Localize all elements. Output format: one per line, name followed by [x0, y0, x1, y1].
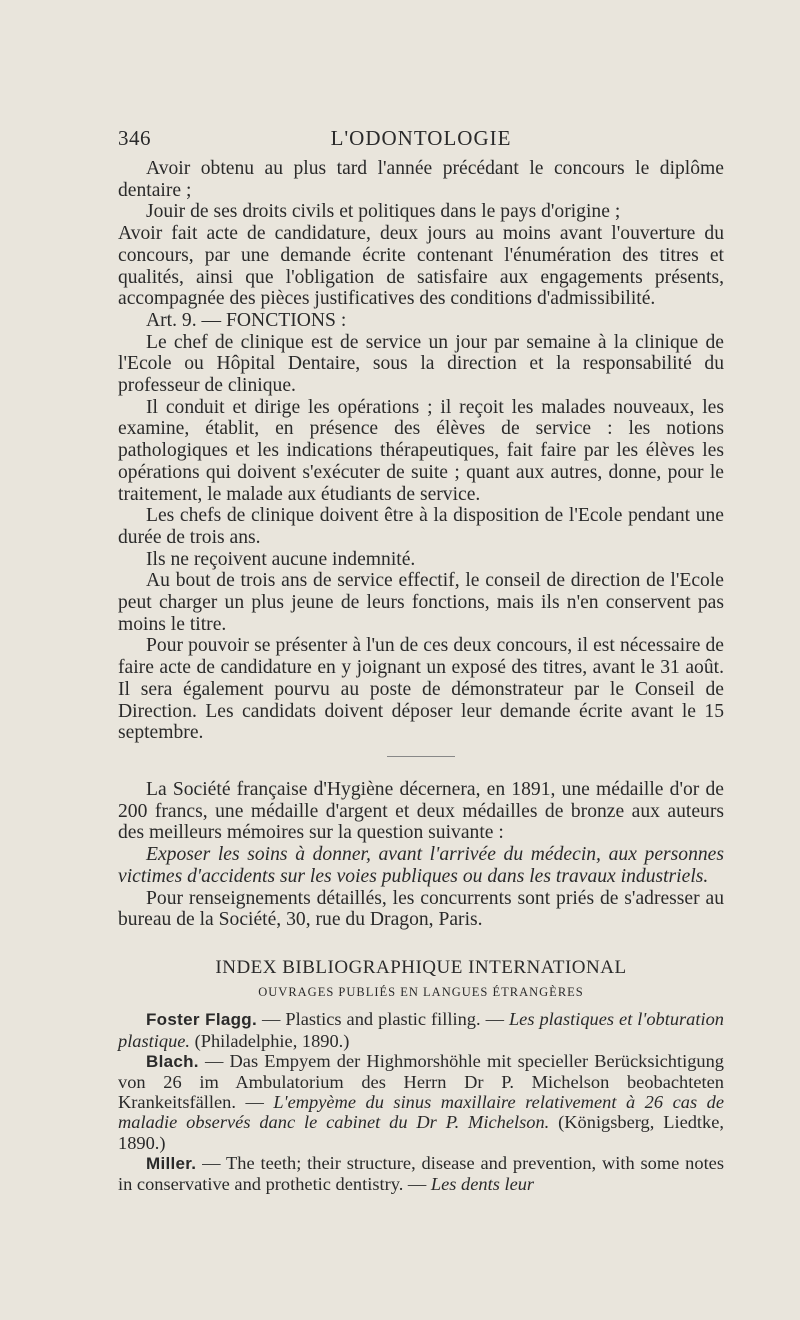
paragraph: Avoir obtenu au plus tard l'année précédant le concours le diplôme dentaire ; — [118, 158, 724, 201]
paragraph: Pour pouvoir se présenter à l'un de ces deux concours, il est nécessaire de faire acte de candidature en y joignant un exposé des titres, avant le 31 août. Il sera également pourvu au poste de démonstrateur par le Conseil de Direction. Les candidats doivent déposer leur demande écrite avant le 15 septembre. — [118, 635, 724, 744]
bibliography-entry — [118, 1153, 724, 1194]
paragraph: Au bout de trois ans de service effectif, le conseil de direction de l'Ecole peut charger un plus jeune de leurs fonctions, mais ils n'en conservent pas moins le titre. — [118, 570, 724, 635]
entry-translation: L'empyème du sinus maxillaire relativement à 26 cas de maladie observés danc le cabinet du Dr P. Michelson. — [118, 1092, 724, 1133]
running-title: L'ODONTOLOGIE — [330, 126, 512, 150]
page-header — [118, 122, 724, 152]
entry-title: — Plastics and plastic filling. — — [257, 1009, 509, 1030]
bibliography-entry — [118, 1051, 724, 1153]
page-number: 346 — [118, 126, 151, 150]
entry-translation: Les plastiques et l'obturation plastique. — [118, 1009, 724, 1051]
prize-closing: Pour renseignements détaillés, les concurrents sont priés de s'adresser au bureau de la Société, 30, rue du Dragon, Paris. — [118, 887, 724, 931]
entry-author: Foster Flagg. — [146, 1010, 258, 1030]
paragraph: Les chefs de clinique doivent être à la disposition de l'Ecole pendant une durée de trois ans. — [118, 505, 724, 548]
entry-publication: (Königsberg, Liedtke, 1890.) — [118, 1112, 724, 1153]
regulations-section — [118, 158, 724, 744]
page-body — [118, 158, 724, 1194]
entry-author: Miller. — [146, 1153, 197, 1173]
bibliography-entry — [118, 1009, 724, 1050]
entry-translation: Les dents leur — [430, 1173, 535, 1194]
prize-question: Exposer les soins à donner, avant l'arrivée du médecin, aux personnes victimes d'accidents sur les voies publiques ou dans les travaux industriels. — [118, 844, 724, 887]
prize-intro: La Société française d'Hygiène décernera, en 1891, une médaille d'or de 200 francs, une médaille d'argent et deux médailles de bronze aux auteurs des meilleurs mémoires sur la question suivante : — [118, 778, 724, 844]
paragraph: Jouir de ses droits civils et politiques dans le pays d'origine ; — [146, 201, 621, 223]
paragraph: Il conduit et dirige les opérations ; il reçoit les malades nouveaux, les examine, établit, en présence des élèves de service : les notions pathologiques et les indications thérapeutiques, fait faire par les élèves les opérations qui doivent s'exécuter de suite ; quant aux autres, donne, pour le traitement, le malade aux étudiants de service. — [118, 396, 724, 505]
section-divider — [387, 756, 455, 757]
entry-title: — Das Empyem der Highmorshöhle mit specieller Berücksichtigung von 26 im Ambulatorium des Herrn Dr P. Michelson beobachteten Krankeitsfällen. — — [118, 1050, 724, 1113]
prize-announcement — [118, 779, 724, 931]
bibliography-list — [118, 1009, 724, 1194]
index-title: INDEX BIBLIOGRAPHIQUE INTERNATIONAL — [215, 956, 627, 978]
paragraph: Le chef de clinique est de service un jour par semaine à la clinique de l'Ecole ou Hôpital Dentaire, sous la direction et la responsabilité du professeur de clinique. — [118, 331, 724, 397]
paragraph: Ils ne reçoivent aucune indemnité. — [146, 548, 416, 570]
entry-author: Blach. — [146, 1051, 199, 1071]
paragraph: Avoir fait acte de candidature, deux jours au moins avant l'ouverture du concours, par une demande écrite contenant l'énumération des titres et qualités, ainsi que l'obligation de satisfaire aux engagements présents, accompagnée des pièces justificatives des conditions d'admissibilité. — [118, 223, 724, 310]
index-subtitle: OUVRAGES PUBLIÉS EN LANGUES ÉTRANGÈRES — [258, 984, 584, 999]
entry-publication: (Philadelphie, 1890.) — [190, 1030, 350, 1051]
entry-title: — The teeth; their structure, disease and prevention, with some notes in conservative and prothetic dentistry. — — [118, 1152, 724, 1194]
paragraph: Art. 9. — FONCTIONS : — [146, 309, 347, 331]
